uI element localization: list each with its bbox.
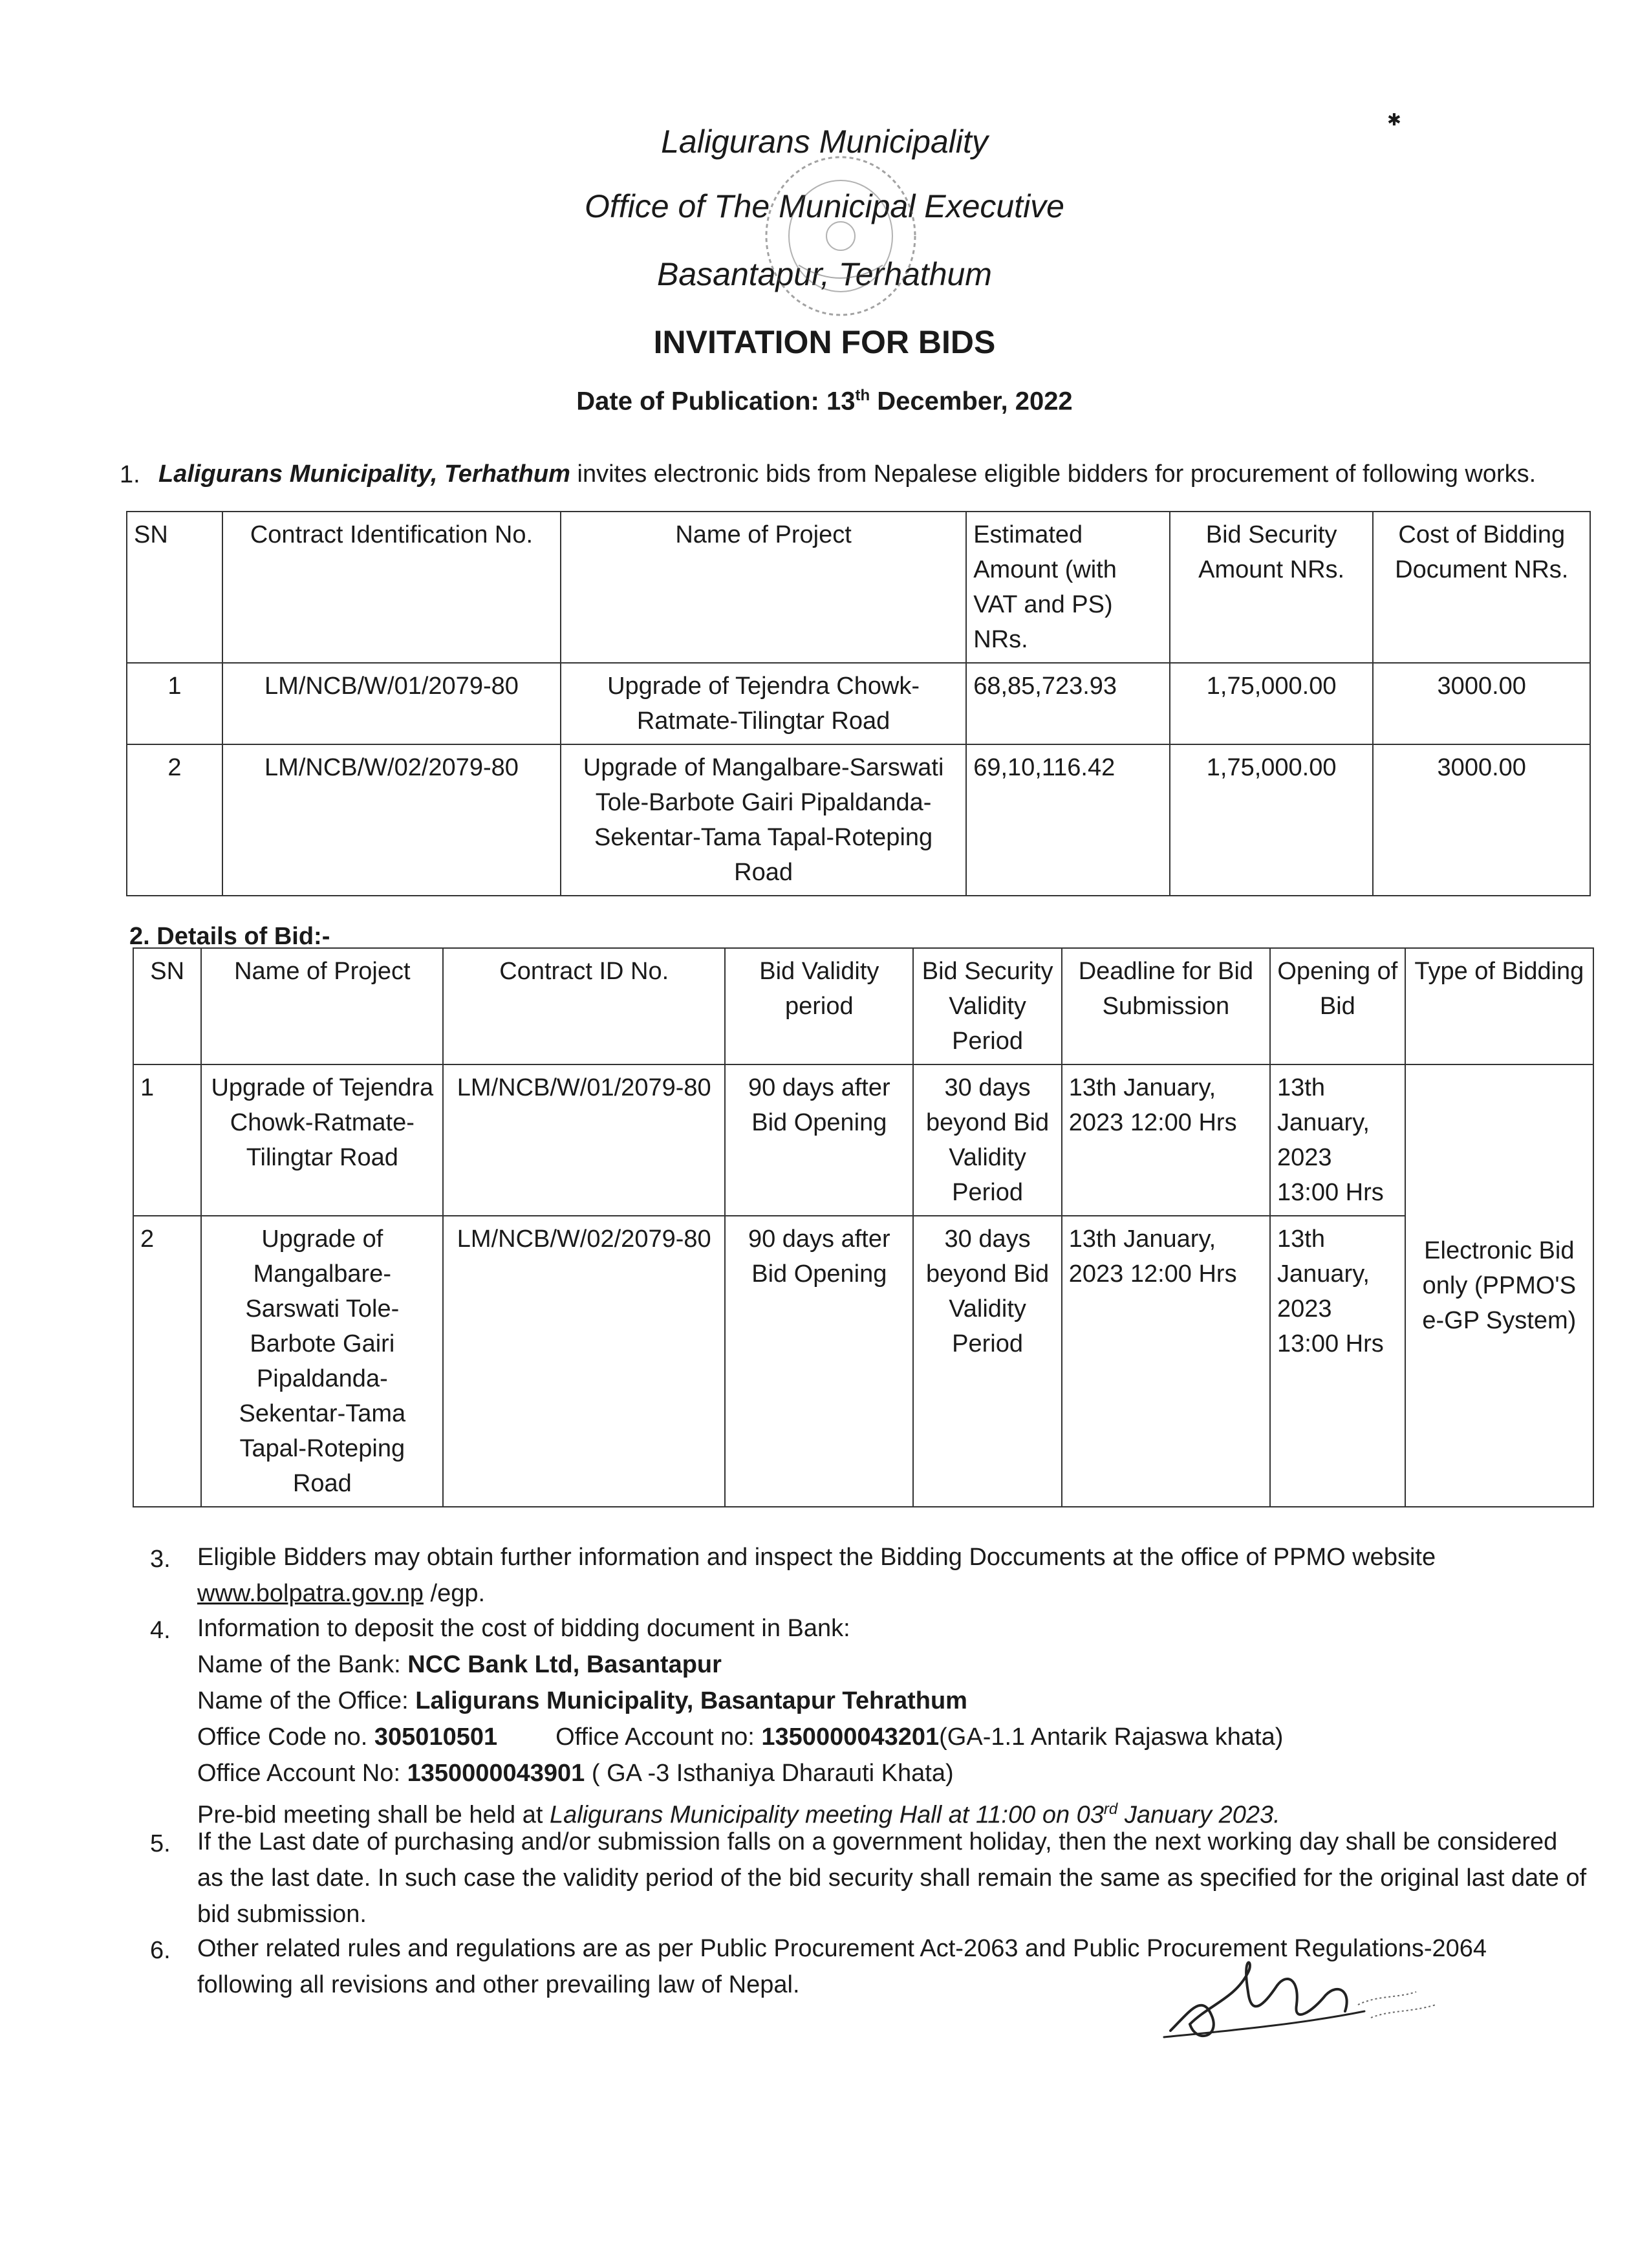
item-6-number: 6. xyxy=(150,1937,171,1964)
type-of-bidding: Electronic Bid only (PPMO'S e-GP System) xyxy=(1405,1064,1593,1507)
col-sn: SN xyxy=(133,948,201,1064)
col-deadline: Deadline for Bid Submission xyxy=(1062,948,1270,1064)
row-deadline: 13th January, 2023 12:00 Hrs xyxy=(1062,1216,1270,1507)
item-6-text: Other related rules and regulations are as per Public Procurement Act-2063 and Public Procurement Regulations-2064 following all revisions and other prevailing law of Nepal. xyxy=(197,1935,1487,1998)
bid-details-header xyxy=(133,948,1593,1064)
col-type: Type of Bidding xyxy=(1405,948,1593,1064)
row-cost: 3000.00 xyxy=(1373,744,1590,896)
row-deadline: 13th January, 2023 12:00 Hrs xyxy=(1062,1064,1270,1216)
section-2-heading: 2. Details of Bid:- xyxy=(129,923,330,950)
row-project: Upgrade of Mangalbare-Sarswati Tole-Barbote Gairi Pipaldanda-Sekentar-Tama Tapal-Roteping Road xyxy=(201,1216,443,1507)
office-name: Office of The Municipal Executive xyxy=(585,188,1064,224)
bank-name-line: Name of the Bank: NCC Bank Ltd, Basantapur xyxy=(197,1651,722,1678)
office-code-line: Office Code no. 305010501 Office Account no: 1350000043201(GA-1.1 Antarik Rajaswa khata) xyxy=(197,1723,1284,1751)
col-sn: SN xyxy=(127,512,222,663)
col-doc-cost: Cost of Bidding Document NRs. xyxy=(1373,512,1590,663)
row-contract: LM/NCB/W/02/2079-80 xyxy=(222,744,561,896)
col-contract-id: Contract ID No. xyxy=(443,948,725,1064)
item-1-number: 1. xyxy=(120,461,140,488)
row-opening: 13th January, 2023 13:00 Hrs xyxy=(1270,1216,1405,1507)
office-name-line: Name of the Office: Laligurans Municipality, Basantapur Tehrathum xyxy=(197,1687,967,1714)
bid-details-table xyxy=(133,947,1594,1507)
handwritten-signature xyxy=(1151,1934,1449,2063)
col-project: Name of Project xyxy=(201,948,443,1064)
works-table xyxy=(126,511,1591,896)
col-opening: Opening of Bid xyxy=(1270,948,1405,1064)
item-5-number: 5. xyxy=(150,1830,171,1857)
col-bid-security: Bid Security Amount NRs. xyxy=(1170,512,1374,663)
table-row xyxy=(127,663,1590,744)
item-3-text: Eligible Bidders may obtain further information and inspect the Bidding Doccuments at the office of PPMO website www.bolpatra.gov.np /egp. xyxy=(197,1544,1436,1607)
col-estimate: Estimated Amount (with VAT and PS) NRs. xyxy=(966,512,1170,663)
row-sn: 2 xyxy=(127,744,222,896)
office-account-line: Office Account No: 1350000043901 ( GA -3 Isthaniya Dharauti Khata) xyxy=(197,1760,954,1787)
row-project: Upgrade of Mangalbare-Sarswati Tole-Barbote Gairi Pipaldanda-Sekentar-Tama Tapal-Roteping Road xyxy=(561,744,966,896)
row-contract: LM/NCB/W/01/2079-80 xyxy=(222,663,561,744)
works-table-header xyxy=(127,512,1590,663)
row-project: Upgrade of Tejendra Chowk-Ratmate-Tilingtar Road xyxy=(561,663,966,744)
item-4-number: 4. xyxy=(150,1617,171,1644)
col-contract-id: Contract Identification No. xyxy=(222,512,561,663)
table-row xyxy=(133,1216,1593,1507)
row-security: 1,75,000.00 xyxy=(1170,663,1374,744)
row-contract: LM/NCB/W/02/2079-80 xyxy=(443,1216,725,1507)
row-validity: 90 days after Bid Opening xyxy=(725,1216,913,1507)
item-3-number: 3. xyxy=(150,1546,171,1573)
row-validity: 90 days after Bid Opening xyxy=(725,1064,913,1216)
municipality-name: Laligurans Municipality xyxy=(661,124,988,160)
item-4-block xyxy=(197,1610,1575,1833)
corner-mark: ✱ xyxy=(1387,110,1401,129)
document-title: INVITATION FOR BIDS xyxy=(653,324,996,360)
row-cost: 3000.00 xyxy=(1373,663,1590,744)
prebid-meeting-line: Pre-bid meeting shall be held at Laligurans Municipality meeting Hall at 11:00 on 03rd January 2023. xyxy=(197,1800,1280,1829)
table-row xyxy=(133,1064,1593,1216)
col-project: Name of Project xyxy=(561,512,966,663)
row-sn: 1 xyxy=(127,663,222,744)
row-security: 1,75,000.00 xyxy=(1170,744,1374,896)
ppmo-website-link[interactable]: www.bolpatra.gov.np xyxy=(197,1580,424,1607)
col-bid-validity: Bid Validity period xyxy=(725,948,913,1064)
table-row xyxy=(127,744,1590,896)
office-address: Basantapur, Terhathum xyxy=(657,256,992,292)
item-5-text: If the Last date of purchasing and/or submission falls on a government holiday, then the next working day shall be considered as the last date. In such case the validity period of the bid security shall remain the same as specified for the original last date of bid submission. xyxy=(197,1828,1587,1928)
item-4-intro: Information to deposit the cost of bidding document in Bank: xyxy=(197,1615,850,1642)
row-estimate: 69,10,116.42 xyxy=(966,744,1170,896)
row-estimate: 68,85,723.93 xyxy=(966,663,1170,744)
office-seal-stamp xyxy=(760,152,921,320)
row-project: Upgrade of Tejendra Chowk-Ratmate-Tilingtar Road xyxy=(201,1064,443,1216)
row-opening: 13th January, 2023 13:00 Hrs xyxy=(1270,1064,1405,1216)
row-sn: 1 xyxy=(133,1064,201,1216)
row-contract: LM/NCB/W/01/2079-80 xyxy=(443,1064,725,1216)
col-security-validity: Bid Security Validity Period xyxy=(913,948,1061,1064)
row-sn: 2 xyxy=(133,1216,201,1507)
row-security-validity: 30 days beyond Bid Validity Period xyxy=(913,1064,1061,1216)
intro-paragraph: Laligurans Municipality, Terhathum invites electronic bids from Nepalese eligible bidders for procurement of following works. xyxy=(158,460,1536,488)
row-security-validity: 30 days beyond Bid Validity Period xyxy=(913,1216,1061,1507)
publication-date: Date of Publication: 13th December, 2022 xyxy=(576,387,1073,416)
